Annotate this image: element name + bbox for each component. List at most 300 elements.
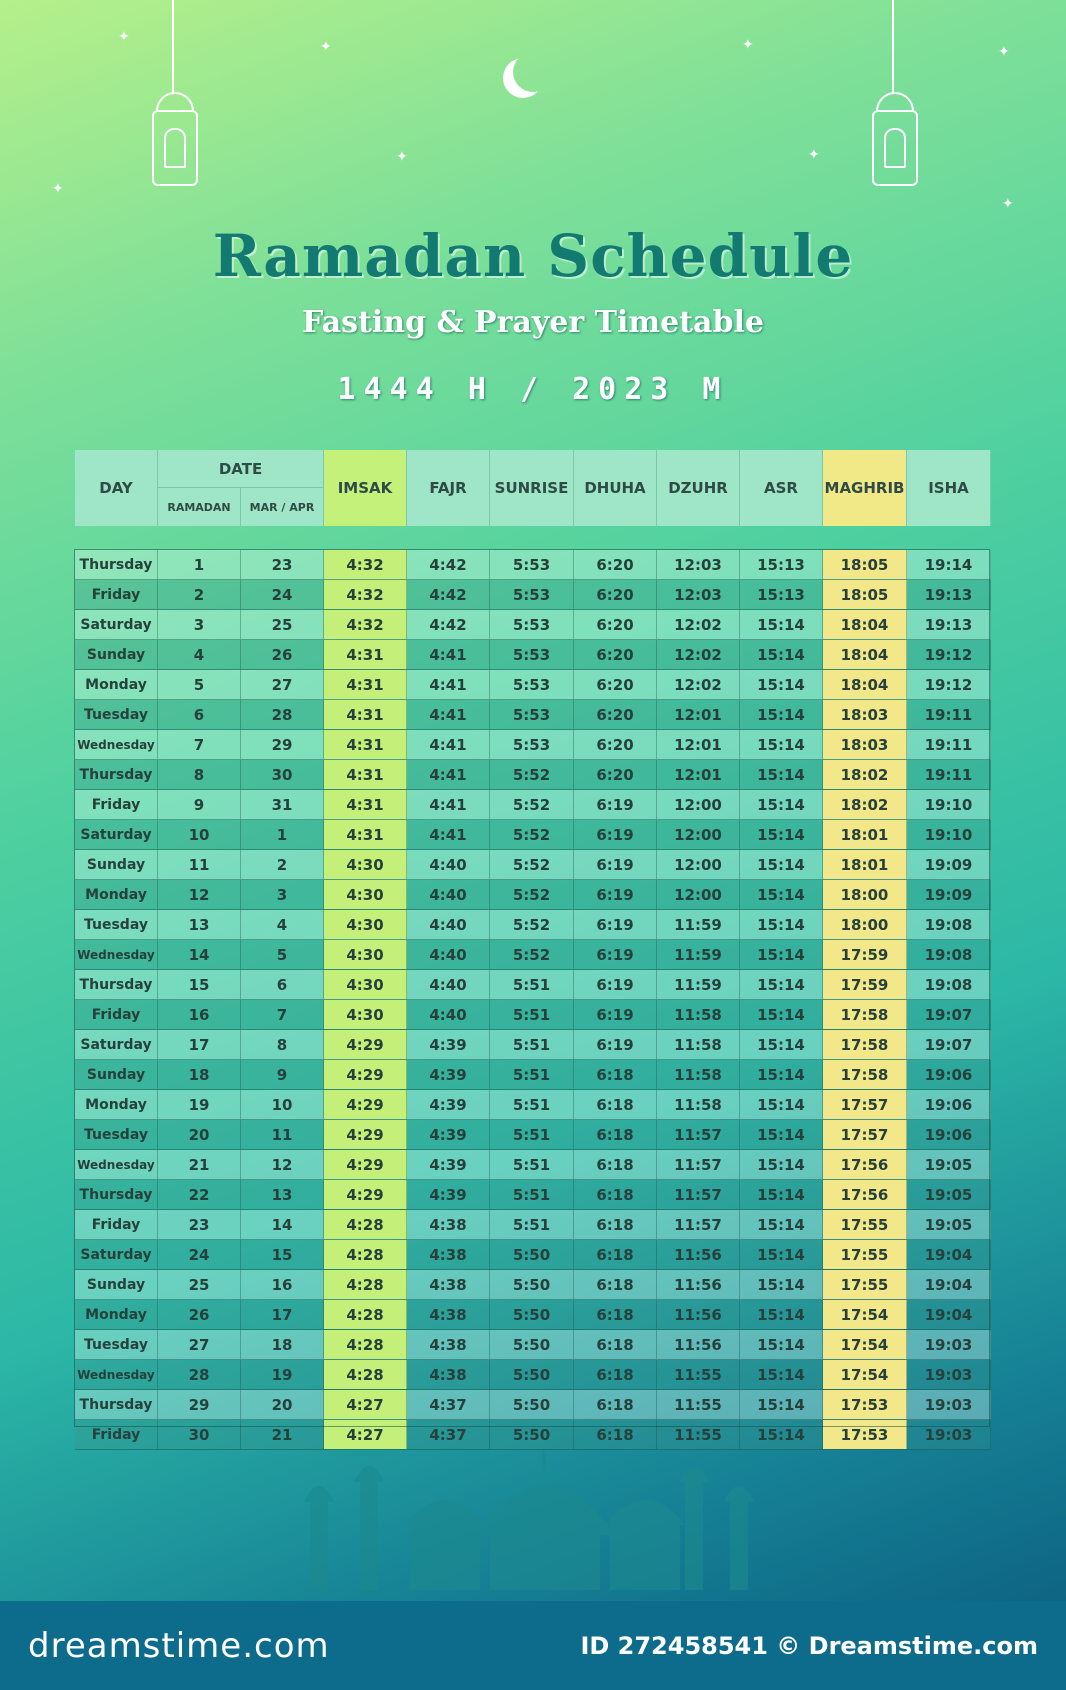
cell-fajr: 4:39 <box>407 1180 490 1209</box>
cell-sunrise: 5:53 <box>490 580 574 609</box>
cell-sunrise: 5:53 <box>490 730 574 759</box>
cell-dhuha: 6:18 <box>574 1210 657 1239</box>
cell-maghrib: 17:59 <box>823 970 907 999</box>
cell-asr: 15:14 <box>740 1420 823 1449</box>
cell-dzuhr: 12:00 <box>657 880 740 909</box>
cell-fajr: 4:39 <box>407 1120 490 1149</box>
cell-dhuha: 6:20 <box>574 550 657 579</box>
cell-asr: 15:14 <box>740 610 823 639</box>
cell-dhuha: 6:19 <box>574 850 657 879</box>
table-row <box>75 850 991 880</box>
cell-ramadan: 10 <box>158 820 241 849</box>
cell-asr: 15:14 <box>740 1210 823 1239</box>
cell-dhuha: 6:19 <box>574 970 657 999</box>
cell-sunrise: 5:51 <box>490 970 574 999</box>
cell-dzuhr: 12:01 <box>657 730 740 759</box>
cell-dzuhr: 11:56 <box>657 1240 740 1269</box>
cell-imsak: 4:28 <box>324 1240 407 1269</box>
cell-ramadan: 21 <box>158 1150 241 1179</box>
cell-mar-apr: 8 <box>241 1030 324 1059</box>
cell-isha: 19:13 <box>907 610 991 639</box>
cell-isha: 19:11 <box>907 760 991 789</box>
cell-sunrise: 5:50 <box>490 1390 574 1419</box>
cell-isha: 19:11 <box>907 730 991 759</box>
star-icon: ✦ <box>52 181 64 197</box>
cell-ramadan: 2 <box>158 580 241 609</box>
cell-day: Saturday <box>75 610 158 639</box>
cell-mar-apr: 31 <box>241 790 324 819</box>
cell-day: Monday <box>75 1090 158 1119</box>
header-mar-apr: MAR / APR <box>241 488 324 526</box>
cell-isha: 19:05 <box>907 1150 991 1179</box>
cell-imsak: 4:32 <box>324 550 407 579</box>
cell-dhuha: 6:20 <box>574 610 657 639</box>
cell-imsak: 4:31 <box>324 730 407 759</box>
cell-fajr: 4:41 <box>407 730 490 759</box>
cell-maghrib: 17:56 <box>823 1150 907 1179</box>
cell-ramadan: 16 <box>158 1000 241 1029</box>
cell-dhuha: 6:18 <box>574 1150 657 1179</box>
cell-mar-apr: 25 <box>241 610 324 639</box>
cell-isha: 19:08 <box>907 910 991 939</box>
lantern-icon <box>146 0 200 210</box>
cell-ramadan: 23 <box>158 1210 241 1239</box>
cell-maghrib: 17:54 <box>823 1300 907 1329</box>
cell-fajr: 4:41 <box>407 760 490 789</box>
cell-dzuhr: 11:57 <box>657 1210 740 1239</box>
cell-day: Thursday <box>75 760 158 789</box>
cell-ramadan: 7 <box>158 730 241 759</box>
cell-fajr: 4:38 <box>407 1240 490 1269</box>
cell-imsak: 4:28 <box>324 1270 407 1299</box>
cell-dhuha: 6:18 <box>574 1390 657 1419</box>
moon-icon <box>513 52 553 92</box>
cell-sunrise: 5:53 <box>490 700 574 729</box>
header-asr: ASR <box>740 450 823 526</box>
cell-ramadan: 26 <box>158 1300 241 1329</box>
cell-maghrib: 17:57 <box>823 1090 907 1119</box>
cell-imsak: 4:29 <box>324 1060 407 1089</box>
table-row <box>75 1240 991 1270</box>
cell-sunrise: 5:52 <box>490 820 574 849</box>
cell-mar-apr: 30 <box>241 760 324 789</box>
cell-dzuhr: 11:55 <box>657 1360 740 1389</box>
cell-sunrise: 5:51 <box>490 1060 574 1089</box>
cell-sunrise: 5:51 <box>490 1120 574 1149</box>
cell-ramadan: 9 <box>158 790 241 819</box>
cell-mar-apr: 26 <box>241 640 324 669</box>
cell-imsak: 4:31 <box>324 820 407 849</box>
cell-imsak: 4:32 <box>324 610 407 639</box>
table-row <box>75 1120 991 1150</box>
cell-asr: 15:14 <box>740 670 823 699</box>
cell-sunrise: 5:50 <box>490 1270 574 1299</box>
cell-sunrise: 5:51 <box>490 1090 574 1119</box>
cell-dhuha: 6:20 <box>574 580 657 609</box>
cell-fajr: 4:38 <box>407 1360 490 1389</box>
cell-dhuha: 6:18 <box>574 1090 657 1119</box>
cell-fajr: 4:40 <box>407 940 490 969</box>
cell-dzuhr: 12:00 <box>657 790 740 819</box>
cell-sunrise: 5:51 <box>490 1150 574 1179</box>
cell-isha: 19:05 <box>907 1180 991 1209</box>
cell-isha: 19:06 <box>907 1060 991 1089</box>
cell-isha: 19:14 <box>907 550 991 579</box>
cell-asr: 15:14 <box>740 1330 823 1359</box>
cell-mar-apr: 7 <box>241 1000 324 1029</box>
cell-sunrise: 5:50 <box>490 1360 574 1389</box>
cell-maghrib: 18:05 <box>823 580 907 609</box>
cell-maghrib: 18:03 <box>823 700 907 729</box>
cell-imsak: 4:29 <box>324 1150 407 1179</box>
cell-maghrib: 17:56 <box>823 1180 907 1209</box>
cell-ramadan: 3 <box>158 610 241 639</box>
star-icon: ✦ <box>320 39 332 55</box>
cell-isha: 19:03 <box>907 1390 991 1419</box>
table-row <box>75 1090 991 1120</box>
cell-maghrib: 18:01 <box>823 850 907 879</box>
cell-ramadan: 8 <box>158 760 241 789</box>
cell-dzuhr: 12:01 <box>657 700 740 729</box>
table-row <box>75 760 991 790</box>
cell-maghrib: 17:55 <box>823 1270 907 1299</box>
cell-imsak: 4:30 <box>324 850 407 879</box>
cell-dhuha: 6:20 <box>574 700 657 729</box>
cell-sunrise: 5:53 <box>490 550 574 579</box>
table-row <box>75 1180 991 1210</box>
cell-imsak: 4:30 <box>324 940 407 969</box>
cell-mar-apr: 2 <box>241 850 324 879</box>
cell-imsak: 4:30 <box>324 970 407 999</box>
cell-sunrise: 5:53 <box>490 610 574 639</box>
cell-imsak: 4:31 <box>324 700 407 729</box>
cell-mar-apr: 29 <box>241 730 324 759</box>
cell-maghrib: 17:55 <box>823 1240 907 1269</box>
header-imsak: IMSAK <box>324 450 407 526</box>
cell-dhuha: 6:18 <box>574 1420 657 1449</box>
cell-maghrib: 17:58 <box>823 1060 907 1089</box>
cell-imsak: 4:29 <box>324 1030 407 1059</box>
header-sunrise: SUNRISE <box>490 450 574 526</box>
cell-ramadan: 12 <box>158 880 241 909</box>
cell-fajr: 4:41 <box>407 640 490 669</box>
cell-dzuhr: 11:57 <box>657 1180 740 1209</box>
cell-ramadan: 30 <box>158 1420 241 1449</box>
footer-bar <box>0 1601 1066 1690</box>
cell-maghrib: 17:58 <box>823 1000 907 1029</box>
cell-mar-apr: 13 <box>241 1180 324 1209</box>
cell-isha: 19:10 <box>907 820 991 849</box>
cell-imsak: 4:30 <box>324 1000 407 1029</box>
table-row <box>75 1150 991 1180</box>
cell-asr: 15:14 <box>740 1360 823 1389</box>
cell-dzuhr: 11:58 <box>657 1030 740 1059</box>
table-row <box>75 610 991 640</box>
cell-asr: 15:14 <box>740 790 823 819</box>
cell-sunrise: 5:52 <box>490 760 574 789</box>
header-date: DATE <box>158 450 324 488</box>
cell-sunrise: 5:52 <box>490 910 574 939</box>
cell-sunrise: 5:51 <box>490 1000 574 1029</box>
cell-fajr: 4:39 <box>407 1060 490 1089</box>
cell-sunrise: 5:51 <box>490 1030 574 1059</box>
cell-day: Tuesday <box>75 700 158 729</box>
cell-asr: 15:14 <box>740 970 823 999</box>
cell-maghrib: 17:53 <box>823 1390 907 1419</box>
cell-day: Sunday <box>75 1270 158 1299</box>
table-row <box>75 700 991 730</box>
cell-fajr: 4:41 <box>407 700 490 729</box>
cell-sunrise: 5:52 <box>490 940 574 969</box>
cell-imsak: 4:30 <box>324 910 407 939</box>
cell-fajr: 4:41 <box>407 670 490 699</box>
cell-dzuhr: 11:57 <box>657 1150 740 1179</box>
cell-imsak: 4:31 <box>324 760 407 789</box>
cell-fajr: 4:40 <box>407 970 490 999</box>
cell-asr: 15:14 <box>740 730 823 759</box>
cell-asr: 15:14 <box>740 640 823 669</box>
cell-isha: 19:04 <box>907 1270 991 1299</box>
cell-dzuhr: 12:03 <box>657 550 740 579</box>
cell-maghrib: 17:58 <box>823 1030 907 1059</box>
cell-sunrise: 5:53 <box>490 640 574 669</box>
cell-asr: 15:14 <box>740 1240 823 1269</box>
table-row <box>75 1060 991 1090</box>
cell-dzuhr: 12:01 <box>657 760 740 789</box>
cell-day: Wednesday <box>75 730 158 759</box>
cell-day: Friday <box>75 580 158 609</box>
cell-dhuha: 6:18 <box>574 1330 657 1359</box>
footer-brand: dreamstime.com <box>28 1625 330 1666</box>
cell-maghrib: 17:54 <box>823 1360 907 1389</box>
cell-sunrise: 5:51 <box>490 1210 574 1239</box>
cell-dzuhr: 11:56 <box>657 1330 740 1359</box>
cell-imsak: 4:30 <box>324 880 407 909</box>
cell-maghrib: 18:04 <box>823 640 907 669</box>
cell-day: Saturday <box>75 820 158 849</box>
cell-fajr: 4:41 <box>407 820 490 849</box>
cell-isha: 19:06 <box>907 1090 991 1119</box>
cell-maghrib: 17:54 <box>823 1330 907 1359</box>
cell-day: Wednesday <box>75 940 158 969</box>
cell-asr: 15:14 <box>740 1180 823 1209</box>
cell-mar-apr: 9 <box>241 1060 324 1089</box>
cell-sunrise: 5:52 <box>490 880 574 909</box>
cell-ramadan: 14 <box>158 940 241 969</box>
cell-mar-apr: 18 <box>241 1330 324 1359</box>
cell-mar-apr: 20 <box>241 1390 324 1419</box>
cell-isha: 19:08 <box>907 970 991 999</box>
cell-day: Friday <box>75 790 158 819</box>
header-ramadan: RAMADAN <box>158 488 241 526</box>
table-row <box>75 670 991 700</box>
cell-fajr: 4:42 <box>407 580 490 609</box>
cell-dhuha: 6:19 <box>574 910 657 939</box>
cell-dhuha: 6:20 <box>574 640 657 669</box>
cell-imsak: 4:29 <box>324 1120 407 1149</box>
cell-mar-apr: 6 <box>241 970 324 999</box>
cell-asr: 15:14 <box>740 820 823 849</box>
lantern-icon <box>866 0 920 210</box>
cell-maghrib: 18:02 <box>823 790 907 819</box>
star-icon: ✦ <box>742 37 754 53</box>
mosque-icon <box>290 1440 770 1590</box>
cell-ramadan: 28 <box>158 1360 241 1389</box>
cell-day: Sunday <box>75 640 158 669</box>
page-subtitle: Fasting & Prayer Timetable <box>302 305 764 340</box>
star-icon: ✦ <box>118 29 130 45</box>
cell-sunrise: 5:51 <box>490 1180 574 1209</box>
cell-dhuha: 6:18 <box>574 1240 657 1269</box>
cell-isha: 19:04 <box>907 1300 991 1329</box>
cell-mar-apr: 24 <box>241 580 324 609</box>
cell-asr: 15:14 <box>740 1390 823 1419</box>
cell-isha: 19:10 <box>907 790 991 819</box>
cell-sunrise: 5:52 <box>490 850 574 879</box>
cell-dhuha: 6:18 <box>574 1120 657 1149</box>
cell-isha: 19:11 <box>907 700 991 729</box>
table-row <box>75 1270 991 1300</box>
cell-ramadan: 11 <box>158 850 241 879</box>
cell-mar-apr: 17 <box>241 1300 324 1329</box>
cell-dzuhr: 12:02 <box>657 670 740 699</box>
cell-day: Tuesday <box>75 1120 158 1149</box>
cell-mar-apr: 16 <box>241 1270 324 1299</box>
cell-fajr: 4:37 <box>407 1390 490 1419</box>
cell-maghrib: 18:04 <box>823 610 907 639</box>
cell-dhuha: 6:19 <box>574 1000 657 1029</box>
cell-mar-apr: 3 <box>241 880 324 909</box>
cell-fajr: 4:39 <box>407 1150 490 1179</box>
cell-asr: 15:14 <box>740 880 823 909</box>
table-row <box>75 1000 991 1030</box>
table-row <box>75 970 991 1000</box>
cell-asr: 15:14 <box>740 910 823 939</box>
table-row <box>75 820 991 850</box>
cell-imsak: 4:31 <box>324 670 407 699</box>
cell-isha: 19:07 <box>907 1030 991 1059</box>
table-row <box>75 910 991 940</box>
cell-mar-apr: 21 <box>241 1420 324 1449</box>
cell-dzuhr: 11:58 <box>657 1060 740 1089</box>
cell-dzuhr: 11:59 <box>657 940 740 969</box>
cell-isha: 19:03 <box>907 1360 991 1389</box>
cell-isha: 19:08 <box>907 940 991 969</box>
cell-imsak: 4:27 <box>324 1390 407 1419</box>
cell-imsak: 4:29 <box>324 1090 407 1119</box>
cell-day: Tuesday <box>75 910 158 939</box>
cell-dhuha: 6:19 <box>574 880 657 909</box>
header-isha: ISHA <box>907 450 991 526</box>
cell-ramadan: 22 <box>158 1180 241 1209</box>
table-row <box>75 730 991 760</box>
header-day: DAY <box>75 450 158 526</box>
cell-dzuhr: 12:03 <box>657 580 740 609</box>
cell-dhuha: 6:19 <box>574 1030 657 1059</box>
cell-day: Tuesday <box>75 1330 158 1359</box>
cell-sunrise: 5:50 <box>490 1420 574 1449</box>
cell-imsak: 4:28 <box>324 1330 407 1359</box>
table-row <box>75 880 991 910</box>
cell-sunrise: 5:50 <box>490 1240 574 1269</box>
cell-dzuhr: 11:58 <box>657 1000 740 1029</box>
cell-maghrib: 18:05 <box>823 550 907 579</box>
cell-maghrib: 18:00 <box>823 880 907 909</box>
cell-mar-apr: 5 <box>241 940 324 969</box>
cell-day: Thursday <box>75 1180 158 1209</box>
cell-day: Monday <box>75 880 158 909</box>
cell-isha: 19:03 <box>907 1420 991 1449</box>
cell-sunrise: 5:53 <box>490 670 574 699</box>
cell-ramadan: 20 <box>158 1120 241 1149</box>
cell-isha: 19:09 <box>907 880 991 909</box>
cell-imsak: 4:29 <box>324 1180 407 1209</box>
cell-asr: 15:14 <box>740 1000 823 1029</box>
cell-ramadan: 29 <box>158 1390 241 1419</box>
table-row <box>75 1390 991 1420</box>
cell-sunrise: 5:50 <box>490 1300 574 1329</box>
table-row <box>75 1300 991 1330</box>
table-header <box>75 450 991 526</box>
page-title: Ramadan Schedule <box>212 222 854 290</box>
cell-maghrib: 17:55 <box>823 1210 907 1239</box>
cell-dzuhr: 11:59 <box>657 910 740 939</box>
cell-isha: 19:03 <box>907 1330 991 1359</box>
cell-dzuhr: 11:58 <box>657 1090 740 1119</box>
cell-mar-apr: 14 <box>241 1210 324 1239</box>
cell-dhuha: 6:18 <box>574 1180 657 1209</box>
cell-fajr: 4:42 <box>407 610 490 639</box>
cell-isha: 19:13 <box>907 580 991 609</box>
cell-maghrib: 18:00 <box>823 910 907 939</box>
cell-fajr: 4:39 <box>407 1030 490 1059</box>
cell-maghrib: 18:04 <box>823 670 907 699</box>
year-label: 1444 H / 2023 M <box>337 372 729 407</box>
table-row <box>75 1360 991 1390</box>
table-row <box>75 580 991 610</box>
cell-ramadan: 17 <box>158 1030 241 1059</box>
cell-isha: 19:06 <box>907 1120 991 1149</box>
header-maghrib: MAGHRIB <box>823 450 907 526</box>
cell-ramadan: 24 <box>158 1240 241 1269</box>
table-row <box>75 1330 991 1360</box>
cell-day: Thursday <box>75 1390 158 1419</box>
cell-mar-apr: 4 <box>241 910 324 939</box>
cell-dzuhr: 12:00 <box>657 820 740 849</box>
cell-dhuha: 6:19 <box>574 940 657 969</box>
cell-fajr: 4:41 <box>407 790 490 819</box>
cell-dzuhr: 11:55 <box>657 1390 740 1419</box>
table-row <box>75 550 991 580</box>
cell-day: Friday <box>75 1420 158 1449</box>
cell-fajr: 4:40 <box>407 1000 490 1029</box>
cell-mar-apr: 1 <box>241 820 324 849</box>
table-row <box>75 1030 991 1060</box>
star-icon: ✦ <box>808 147 820 163</box>
cell-asr: 15:13 <box>740 580 823 609</box>
cell-day: Friday <box>75 1000 158 1029</box>
schedule-table <box>75 550 991 1450</box>
cell-dzuhr: 11:59 <box>657 970 740 999</box>
cell-imsak: 4:31 <box>324 790 407 819</box>
table-row <box>75 790 991 820</box>
cell-fajr: 4:40 <box>407 880 490 909</box>
cell-dhuha: 6:20 <box>574 730 657 759</box>
cell-fajr: 4:38 <box>407 1300 490 1329</box>
header-dzuhr: DZUHR <box>657 450 740 526</box>
cell-sunrise: 5:50 <box>490 1330 574 1359</box>
cell-asr: 15:14 <box>740 850 823 879</box>
